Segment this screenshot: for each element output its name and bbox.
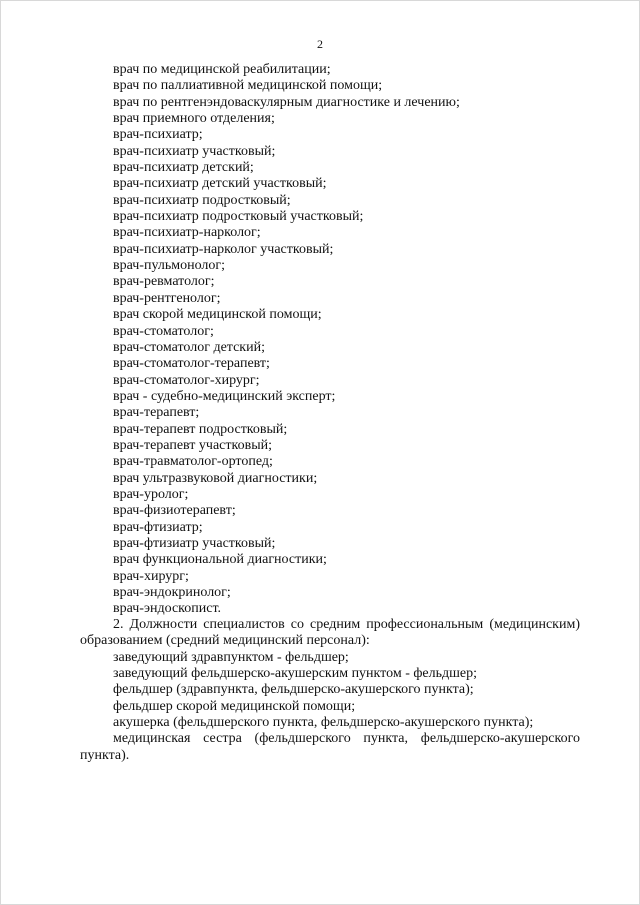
list-item: врач-хирург; — [113, 568, 189, 584]
physician-position-list — [113, 62, 583, 618]
list-item: врач ультразвуковой диагностики; — [113, 470, 318, 486]
list-item: врач-физиотерапевт; — [113, 503, 236, 519]
list-item: заведующий фельдшерско-акушерским пунктом - фельдшер; — [113, 666, 478, 682]
list-item: врач функциональной диагностики; — [113, 552, 327, 568]
section-2-last-item: медицинская сестра (фельдшерского пункта, фельдшерско-акушерского пункта). — [80, 731, 580, 763]
list-item: врач-ревматолог; — [113, 274, 215, 290]
list-item: фельдшер скорой медицинской помощи; — [113, 698, 356, 714]
list-item: врач-психиатр; — [113, 127, 203, 143]
list-item: врач-травматолог-ортопед; — [113, 454, 273, 470]
list-item: врач-рентгенолог; — [113, 290, 221, 306]
list-item: врач скорой медицинской помощи; — [113, 307, 322, 323]
list-item: врач-эндокринолог; — [113, 585, 231, 600]
list-item: врач-уролог; — [113, 486, 189, 502]
list-item: врач по рентгенэндоваскулярным диагностике и лечению; — [113, 94, 460, 110]
list-item: врач-психиатр подростковый; — [113, 192, 291, 208]
list-item: врач-пульмонолог; — [113, 258, 225, 274]
list-item: врач-психиатр-нарколог участковый; — [113, 241, 334, 257]
list-item: врач-стоматолог детский; — [113, 339, 265, 355]
list-item: врач-эндоскопист. — [113, 601, 222, 617]
list-item: акушерка (фельдшерского пункта, фельдшерско-акушерского пункта); — [113, 715, 534, 731]
list-item: врач-терапевт участковый; — [113, 437, 272, 453]
list-item: фельдшер (здравпункта, фельдшерско-акушерского пункта); — [113, 682, 474, 698]
list-item: врач по медицинской реабилитации; — [113, 62, 331, 77]
list-item: врач-психиатр подростковый участковый; — [113, 209, 364, 225]
list-item: врач-психиатр детский участковый; — [113, 176, 327, 192]
list-item: врач-психиатр-нарколог; — [113, 225, 261, 241]
list-item: врач-фтизиатр участковый; — [113, 535, 276, 551]
nursing-position-list — [80, 650, 580, 732]
list-item: врач приемного отделения; — [113, 111, 275, 127]
section-2 — [80, 617, 580, 764]
list-item: заведующий здравпунктом - фельдшер; — [113, 649, 349, 665]
list-item: врач-фтизиатр; — [113, 519, 203, 535]
list-item: врач-психиатр детский; — [113, 160, 254, 176]
section-2-heading: 2. Должности специалистов со средним профессиональным (медицинским) образованием (средний медицинский персонал): — [80, 617, 580, 649]
list-item: врач-психиатр участковый; — [113, 143, 276, 159]
list-item: врач - судебно-медицинский эксперт; — [113, 388, 336, 404]
list-item: врач-терапевт; — [113, 405, 200, 421]
list-item: врач-стоматолог-хирург; — [113, 372, 260, 388]
list-item: врач по паллиативной медицинской помощи; — [113, 78, 383, 94]
page-number: 2 — [317, 37, 323, 51]
list-item: врач-стоматолог-терапевт; — [113, 356, 270, 372]
list-item: врач-стоматолог; — [113, 323, 214, 339]
list-item: врач-терапевт подростковый; — [113, 421, 288, 437]
